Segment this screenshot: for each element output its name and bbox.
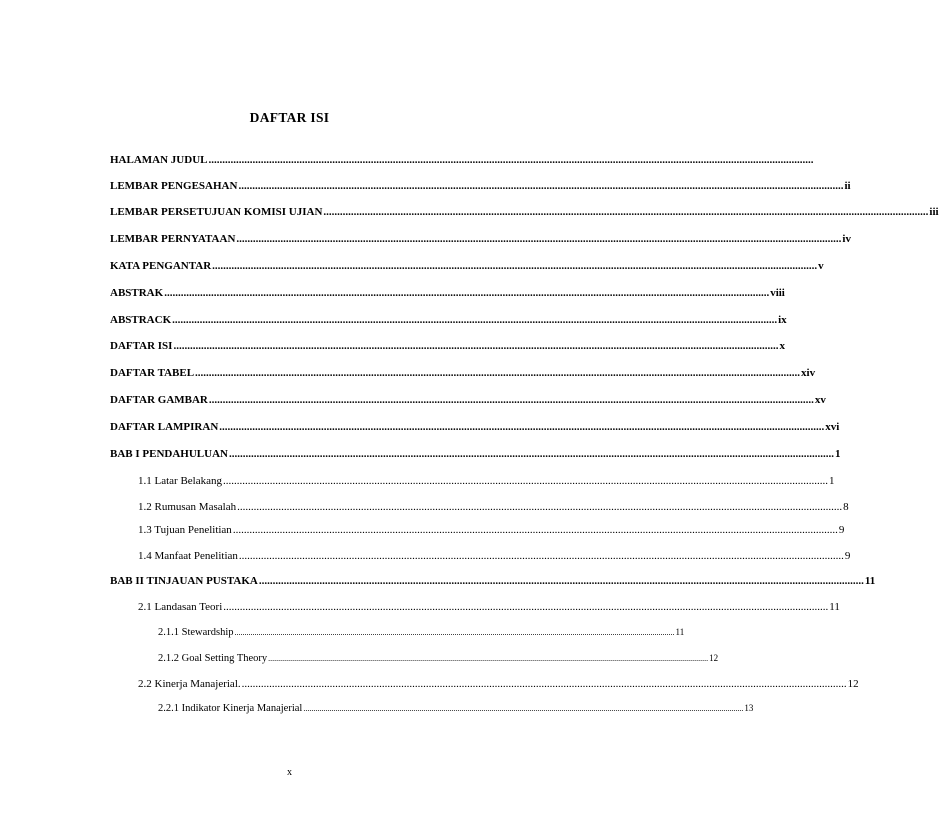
toc-entry-lembar-pernyataan[interactable] [110, 233, 851, 245]
toc-entry-page: 8 [843, 501, 849, 513]
page-title: DAFTAR ISI [249, 110, 330, 125]
toc-entry-page: iii [929, 206, 939, 218]
toc-entry-page: 11 [864, 575, 876, 587]
toc-entry-label: 1.3 Tujuan Penelitian [138, 524, 232, 536]
toc-entry-page: x [779, 340, 785, 352]
toc-leader-dots: ............................................................................................................................................................................................................................ [219, 421, 825, 433]
toc-leader-dots: ............................................................................................................................................................................................................................ [173, 340, 779, 352]
toc-entry-1-3[interactable] [138, 524, 845, 536]
toc-entry-daftar-gambar[interactable] [110, 394, 826, 406]
toc-entry-page: ix [778, 314, 787, 326]
toc-leader-dots: ............................................................................................................................................................................................................................ [223, 601, 829, 613]
toc-leader-dots: ............................................................................................................................................................................................................................ [268, 654, 709, 663]
toc-entry-2-1[interactable] [138, 601, 840, 613]
toc-leader-dots: ............................................................................................................................................................................................................................ [238, 550, 844, 562]
toc-entry-page: ii [844, 180, 851, 192]
toc-entry-page: 1 [834, 448, 841, 460]
toc-entry-bab-1[interactable] [110, 448, 841, 460]
toc-leader-dots: ............................................................................................................................................................................................................................ [208, 394, 814, 406]
toc-entry-abstrack[interactable] [110, 314, 787, 326]
toc-entry-lembar-persetujuan[interactable] [110, 206, 939, 218]
toc-entry-label: 2.2.1 Indikator Kinerja Manajerial [158, 703, 303, 714]
toc-leader-dots: ............................................................................................................................................................................................................................ [212, 260, 818, 272]
toc-entry-label: 2.1 Landasan Teori [138, 601, 223, 613]
toc-entry-2-1-1[interactable] [158, 627, 685, 639]
toc-leader-dots: ............................................................................................................................................................................................................................ [237, 501, 843, 513]
toc-entry-1-2[interactable] [138, 501, 849, 513]
toc-entry-bab-2[interactable] [110, 575, 876, 587]
toc-leader-dots: ............................................................................................................................................................................................................................ [223, 475, 828, 487]
toc-entry-label: DAFTAR TABEL [110, 367, 195, 379]
toc-entry-2-1-2[interactable] [158, 653, 719, 665]
toc-entry-label: DAFTAR GAMBAR [110, 394, 208, 406]
toc-entry-abstrak[interactable] [110, 287, 785, 299]
toc-entry-daftar-tabel[interactable] [110, 367, 816, 379]
toc-leader-dots: ............................................................................................................................................................................................................................ [172, 314, 778, 326]
toc-entry-label: HALAMAN JUDUL [110, 154, 208, 166]
toc-entry-page: 1 [829, 475, 835, 487]
toc-entry-label: BAB II TINJAUAN PUSTAKA [110, 575, 258, 587]
toc-entry-2-2[interactable] [138, 678, 859, 690]
toc-entry-page: xiv [801, 367, 816, 379]
toc-leader-dots: ............................................................................................................................................................................................................................ [208, 154, 814, 166]
toc-leader-dots: ............................................................................................................................................................................................................................ [228, 448, 834, 460]
toc-entry-page: 12 [847, 678, 859, 690]
toc-leader-dots: ............................................................................................................................................................................................................................ [234, 628, 675, 637]
toc-entry-2-2-1[interactable] [158, 703, 754, 715]
toc-entry-label: 2.2 Kinerja Manajerial. [138, 678, 241, 690]
toc-entry-1-1[interactable] [138, 475, 835, 487]
toc-leader-dots: ............................................................................................................................................................................................................................ [195, 367, 801, 379]
toc-entry-page: 9 [838, 524, 845, 536]
toc-entry-page: xv [814, 394, 826, 406]
toc-entry-page: 11 [675, 627, 685, 637]
toc-entry-page: 12 [709, 653, 719, 663]
toc-entry-page: 11 [829, 601, 840, 613]
page-number: x [287, 767, 292, 778]
toc-entry-label: 2.1.1 Stewardship [158, 627, 234, 638]
toc-leader-dots: ............................................................................................................................................................................................................................ [236, 233, 842, 245]
toc-entry-page: iv [842, 233, 851, 245]
toc-leader-dots: ............................................................................................................................................................................................................................ [232, 524, 838, 536]
toc-entry-lembar-pengesahan[interactable] [110, 180, 851, 192]
toc-entry-label: KATA PENGANTAR [110, 260, 212, 272]
toc-leader-dots: ............................................................................................................................................................................................................................ [323, 206, 929, 218]
toc-entry-label: 1.4 Manfaat Penelitian [138, 550, 238, 562]
toc-leader-dots: ............................................................................................................................................................................................................................ [303, 704, 744, 713]
toc-entry-label: LEMBAR PERSETUJUAN KOMISI UJIAN [110, 206, 323, 218]
toc-entry-halaman-judul[interactable] [110, 154, 814, 166]
toc-leader-dots: ............................................................................................................................................................................................................................ [241, 678, 847, 690]
toc-entry-label: LEMBAR PENGESAHAN [110, 180, 238, 192]
toc-entry-label: ABSTRACK [110, 314, 172, 326]
toc-entry-label: DAFTAR ISI [110, 340, 173, 352]
toc-leader-dots: ............................................................................................................................................................................................................................ [238, 180, 844, 192]
toc-entry-kata-pengantar[interactable] [110, 260, 824, 272]
toc-entry-page: xvi [825, 421, 840, 433]
toc-entry-label: LEMBAR PERNYATAAN [110, 233, 236, 245]
toc-entry-label: ABSTRAK [110, 287, 164, 299]
toc-entry-page: viii [770, 287, 785, 299]
toc-entry-label: 1.1 Latar Belakang [138, 475, 222, 487]
toc-entry-page: 9 [844, 550, 851, 562]
toc-entry-1-4[interactable] [138, 550, 851, 562]
toc-entry-label: DAFTAR LAMPIRAN [110, 421, 219, 433]
toc-entry-label: BAB I PENDAHULUAN [110, 448, 228, 460]
toc-leader-dots: ............................................................................................................................................................................................................................ [258, 575, 864, 587]
toc-entry-daftar-isi[interactable] [110, 340, 785, 352]
toc-entry-page: 13 [744, 703, 754, 713]
toc-entry-label: 2.1.2 Goal Setting Theory [158, 653, 268, 664]
toc-entry-label: 1.2 Rumusan Masalah [138, 501, 237, 513]
toc-entry-daftar-lampiran[interactable] [110, 421, 840, 433]
toc-leader-dots: ............................................................................................................................................................................................................................ [164, 287, 770, 299]
toc-entry-page: v [818, 260, 824, 272]
